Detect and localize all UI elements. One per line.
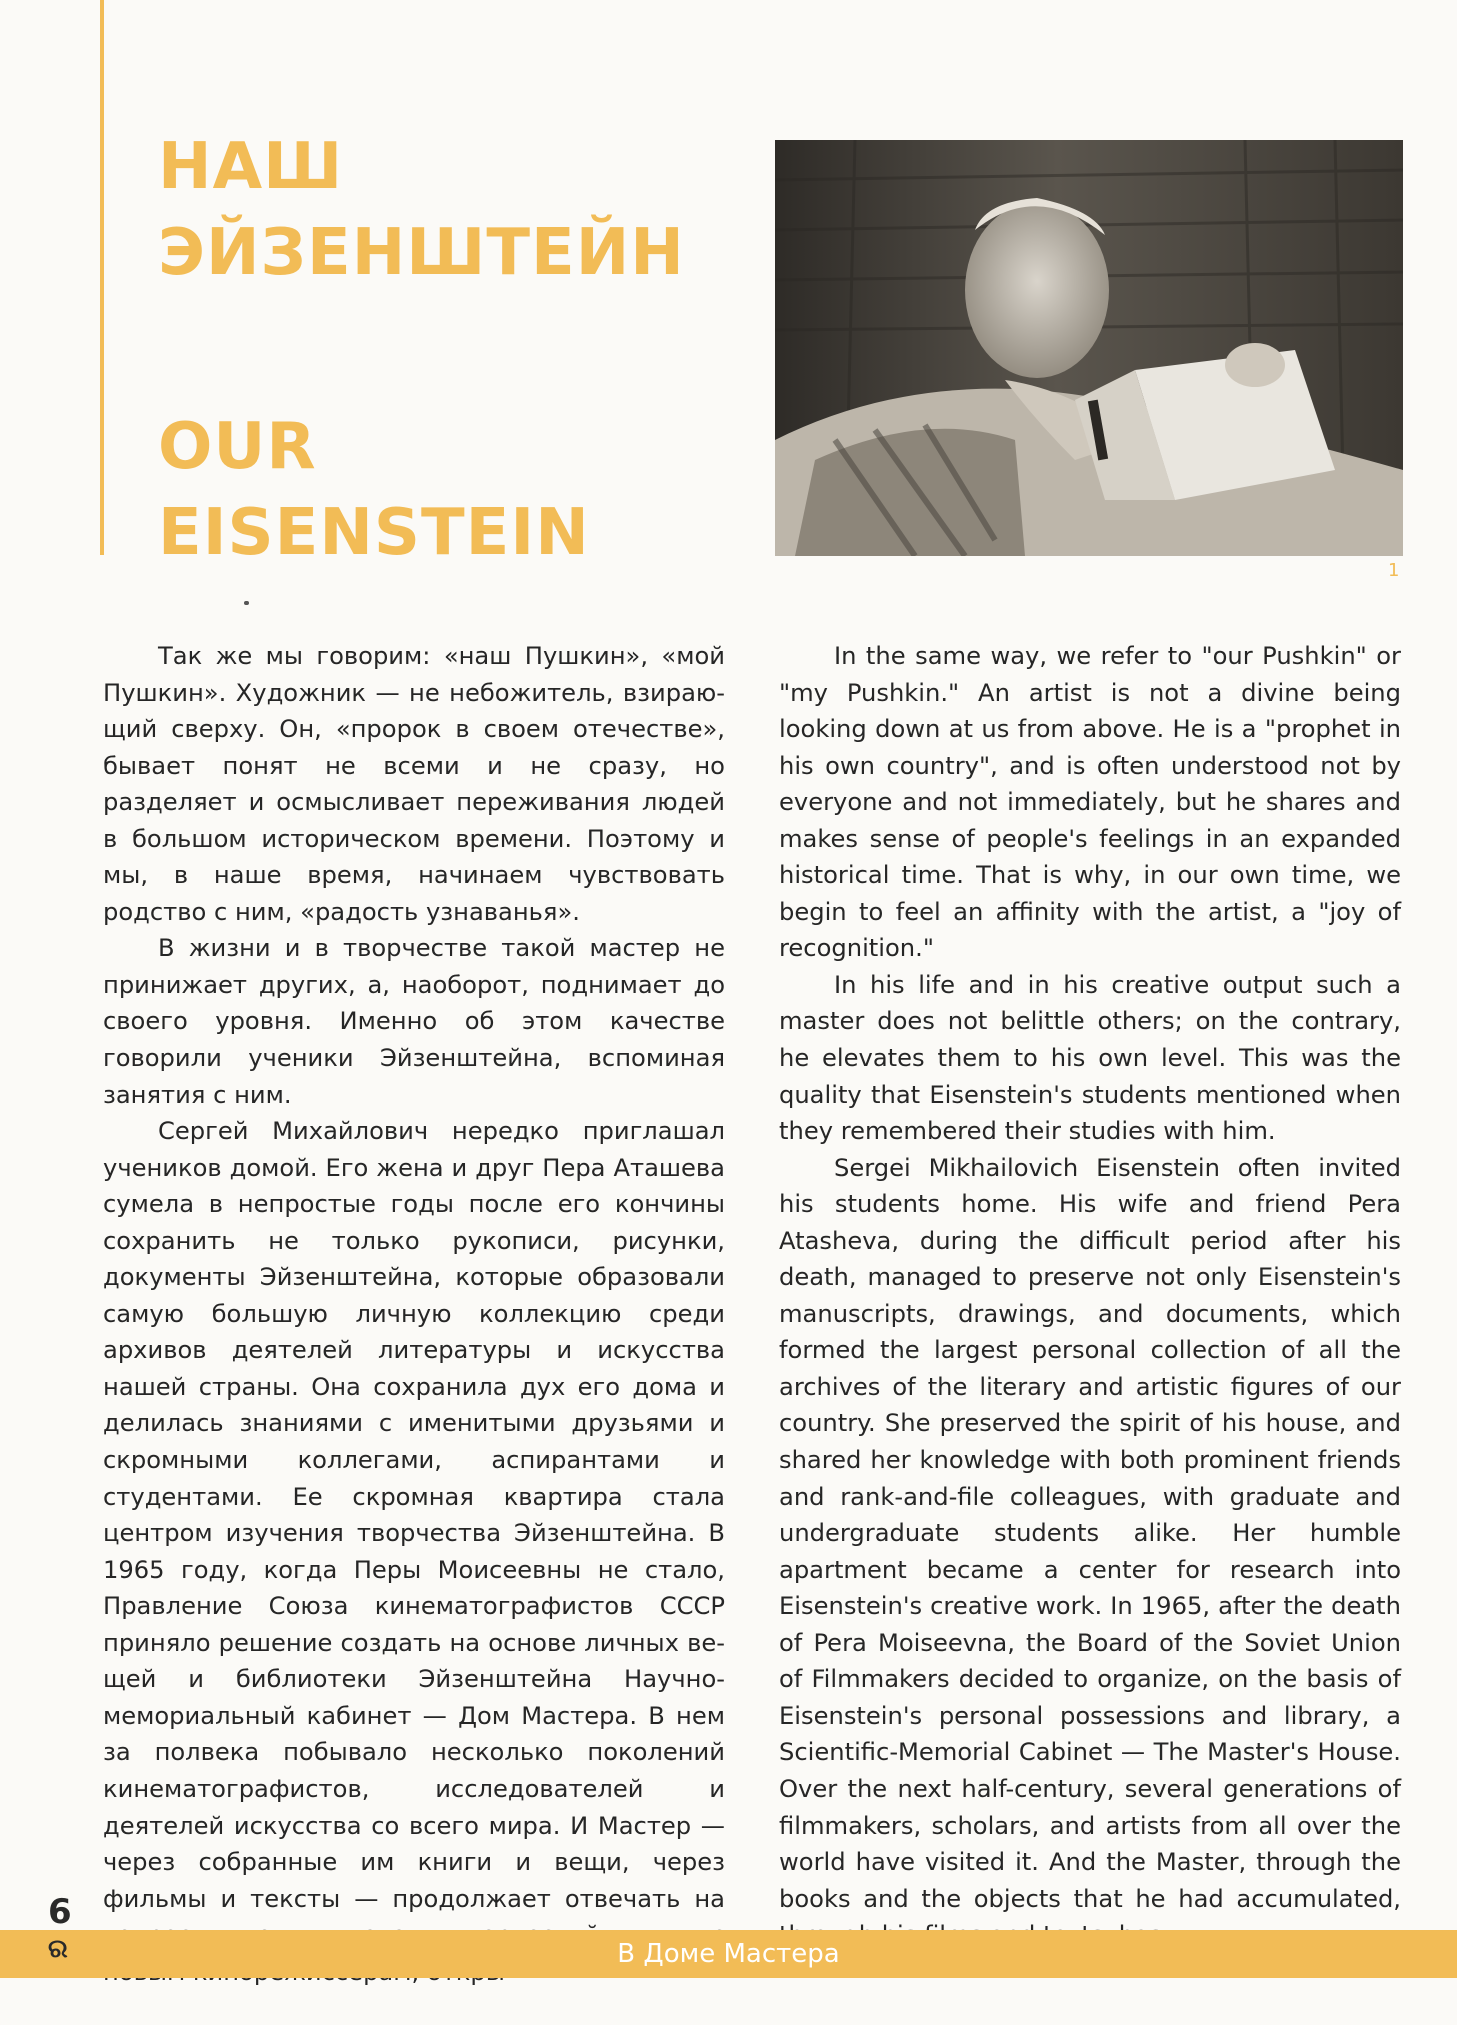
page-ornament: ର <box>48 1934 68 1964</box>
title-russian <box>158 124 685 296</box>
body-column-russian <box>103 638 725 1990</box>
accent-vertical-rule <box>100 0 104 555</box>
title-ru-line-1: НАШ <box>158 130 344 204</box>
body-column-english <box>779 638 1401 1954</box>
title-english <box>158 404 590 576</box>
title-ru-line-2: ЭЙЗЕНШТЕЙН <box>158 216 685 290</box>
photo-eisenstein-reading <box>775 140 1403 556</box>
footer-band <box>0 1930 1457 1978</box>
paragraph-en-2: In his life and in his creative output such a master does not belittle others; on the contrary, he elevates them to his own level. This was the quality that Eisenstein's students mentioned when they remembered their studies with him. <box>779 970 1401 1146</box>
title-en-line-1: OUR <box>158 410 317 484</box>
footer-section-title: В Доме Мастера <box>617 1939 840 1969</box>
paragraph-en-3: Sergei Mikhailovich Eisenstein often invited his students home. His wife and friend Pera Atasheva, during the difficult period after his death, managed to preserve not only Eisenstein's manuscripts, drawings, and documents, which formed the largest personal collection of all the archives of the literary and artistic figures of our country. She preserved the spirit of his house, and shared her knowledge with both prominent friends and rank-and-file colleagues, with graduate and undergraduate students alike. Her humble apartment became a center for research into Eisenstein's creative work. In 1965, after the death of Pera Moiseevna, the Board of the Soviet Union of Filmmakers decided to organize, on the basis of Eisenstein's personal possessions and library, a Scientific-Memorial Cabinet — The Master's House. Over the next half-century, several generations of filmmakers, scholars, and artists from all over the world have visited it. And the Master, through the books and the objects that he had accumulated, <box>779 1153 1401 1913</box>
paragraph-ru-2: В жизни и в творчестве такой мастер не принижает других, а, наоборот, поднимает до своего уровня. Именно об этом качестве говорили ученики Эйзенштейна, вспоминая занятия с ним. <box>103 934 725 1109</box>
page-number: 6 <box>48 1892 72 1932</box>
paragraph-ru-3: Сергей Михайлович нередко приглашал учеников домой. Его жена и друг Пера Аташева сумела в непростые годы после его кончины сохранить не только рукописи, рисунки, документы Эйзенштейна, которые образовали самую большую личную коллекцию среди архивов деятелей литературы и искусства нашей страны. Она сохранила дух его дома и делилась знаниями с именитыми друзьями и скромными коллегами, аспирантами и студентами. Ее скромная квартира стала центром изучения творчества Эйзенштейна. В 1965 году, когда Перы Моисеевны не стало, Правление Союза кинематографистов СССР приняло решение создать на основе личных вещей и библиотеки Эйзенштейна Научно-мемориальный кабинет — Дом Мастера. В нем за полвека побывало несколько поколений кинематографистов, исследователей и деятелей искусства со всего мира. И Мастер — через собранные им книги и вещи, через фильмы и тексты — продолжает отвечать на <box>103 1117 725 1913</box>
paragraph-en-1: In the same way, we refer to "our Pushkin" or "my Pushkin." An artist is not a divine being looking down at us from above. He is a "prophet in his own country", and is often understood not by everyone and not immediately, but he shares and makes sense of people's feelings in an expanded historical time. That is why, in our own time, we begin to feel an affinity with the artist, a "joy of recognition." <box>779 642 1401 963</box>
title-en-line-2: EISENSTEIN <box>158 496 590 570</box>
paragraph-ru-1: Так же мы говорим: «наш Пушкин», «мой Пушкин». Художник — не небожитель, взирающий сверху. Он, «пророк в своем отечестве», бывает понят не всеми и не сразу, но разделяет и осмысливает переживания людей в большом историческом времени. Поэтому и мы, в наше время, начинаем чувствовать родство с ним, «радость узнаванья». <box>103 642 725 926</box>
photo-number: 1 <box>1388 560 1400 581</box>
print-speck <box>244 601 249 605</box>
